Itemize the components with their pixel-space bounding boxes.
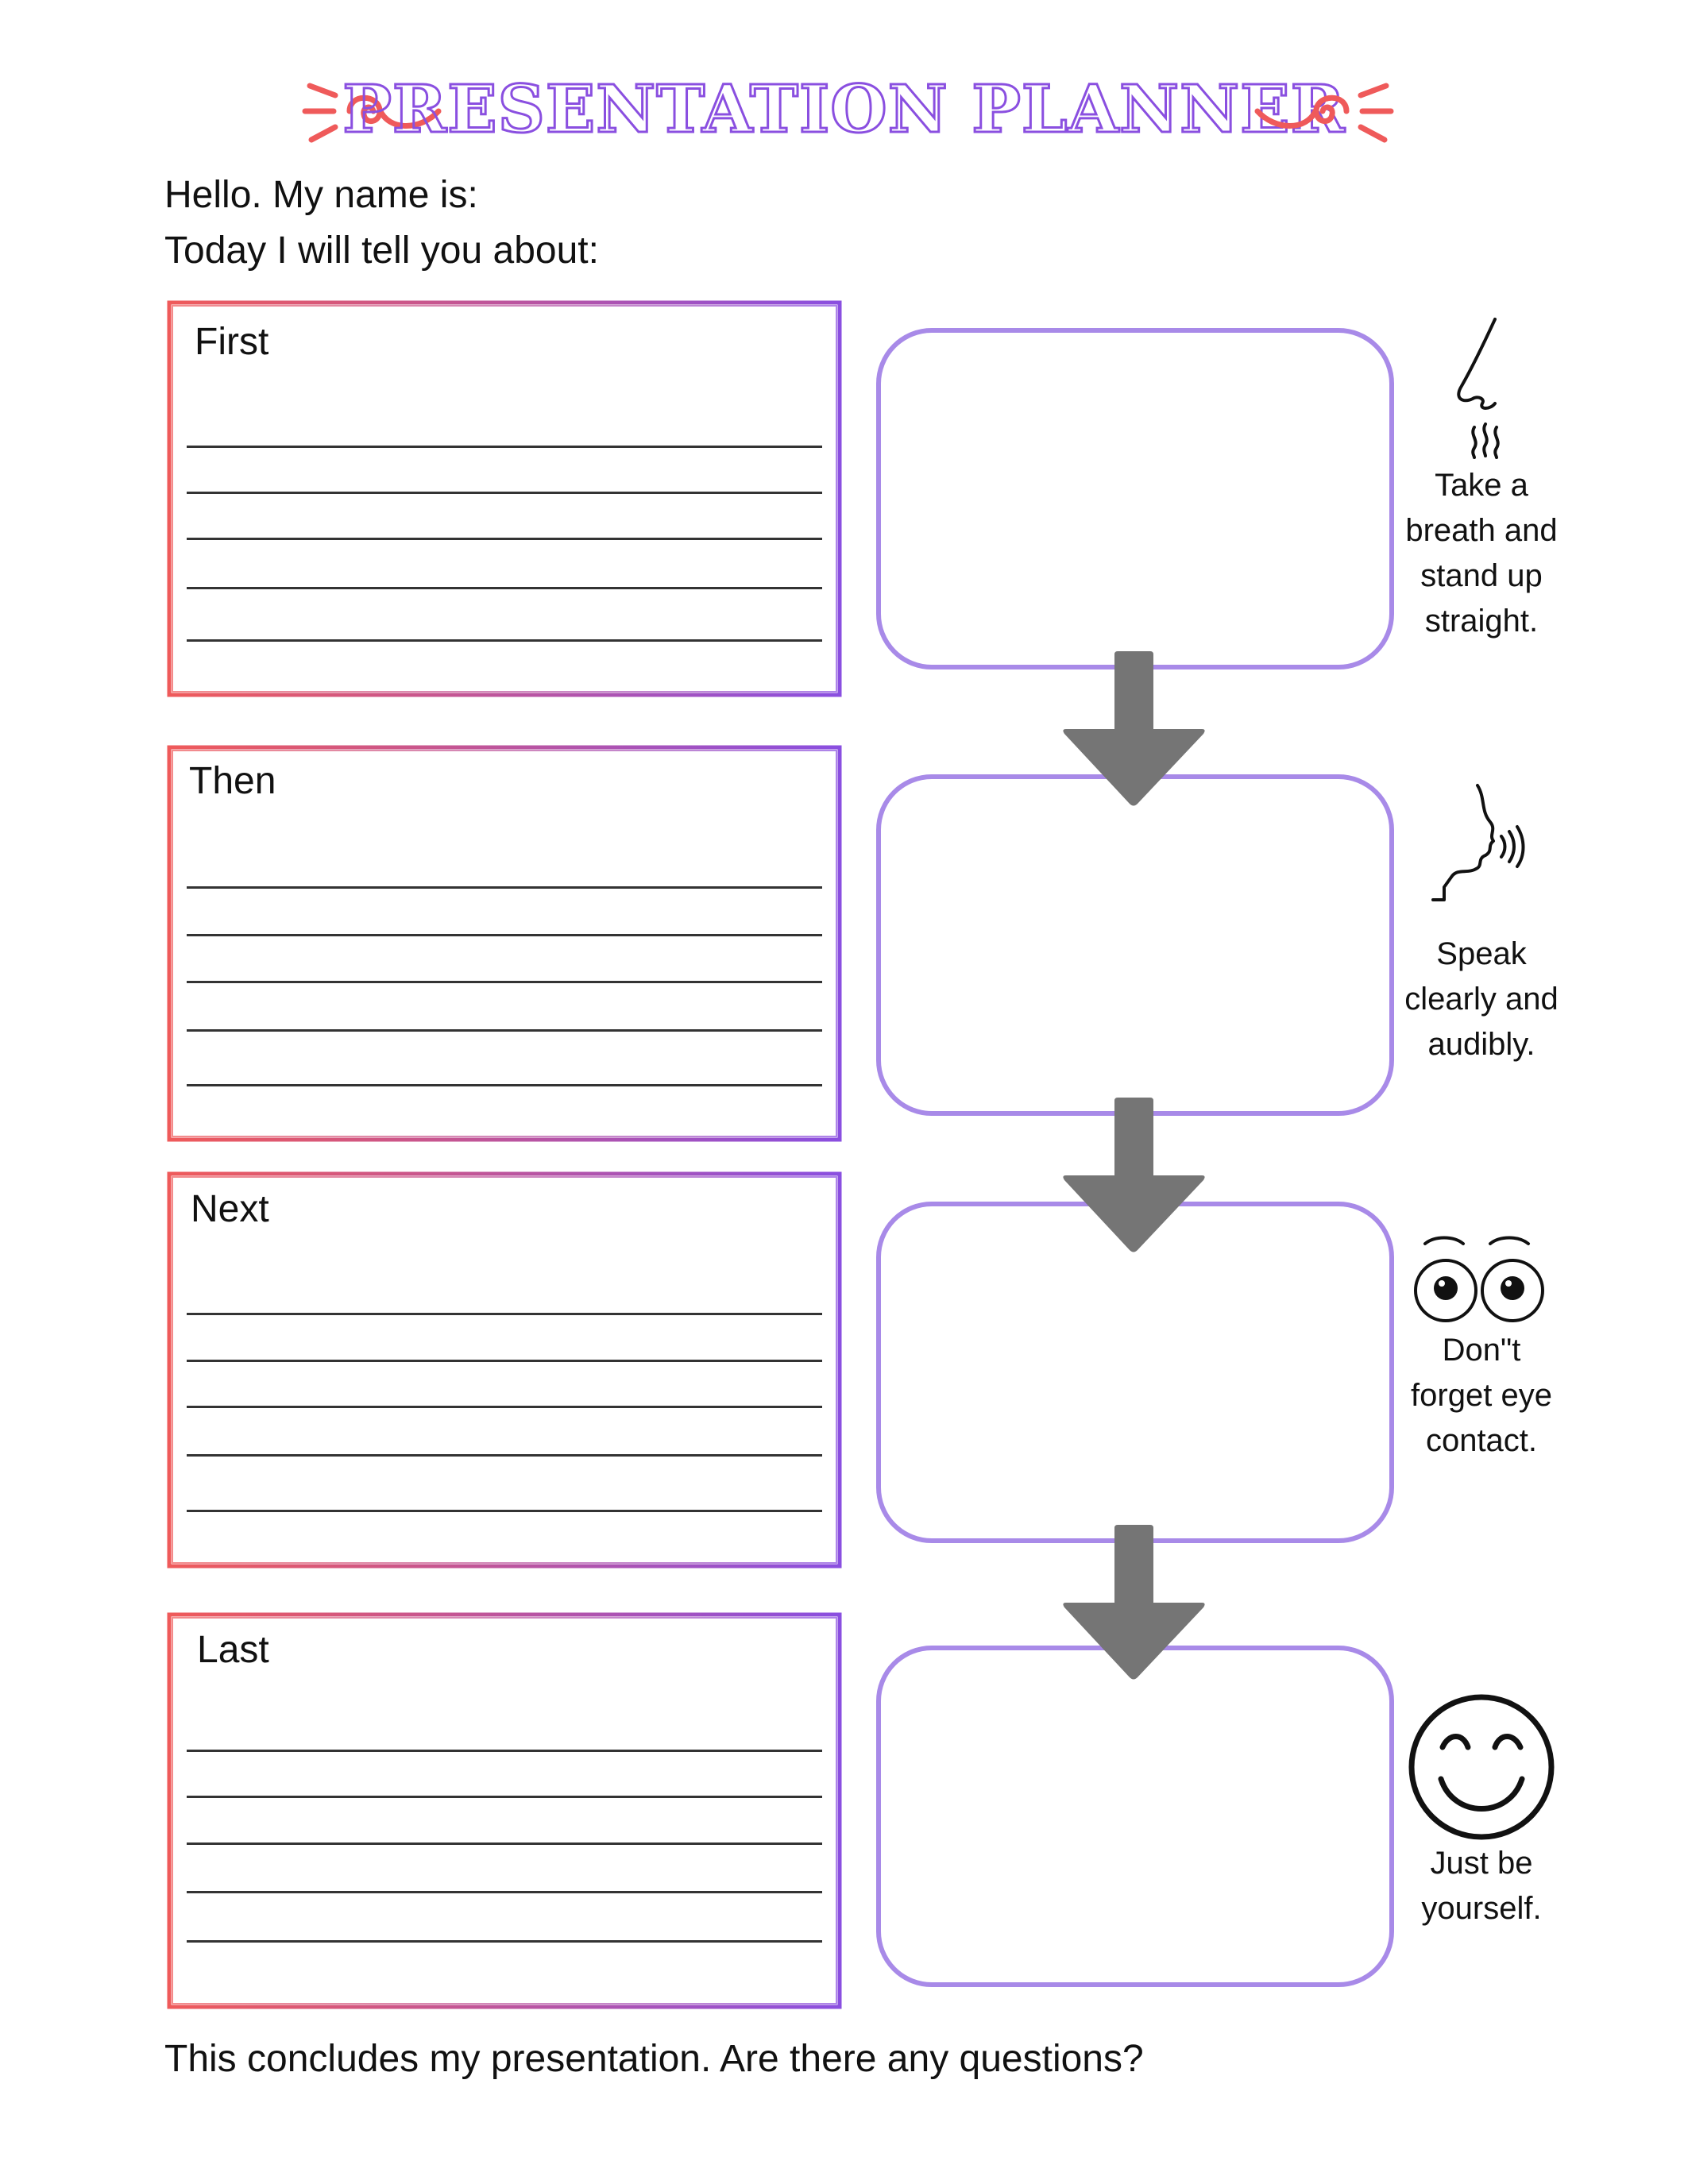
- flow-box-2[interactable]: [876, 774, 1394, 1116]
- writing-line[interactable]: [187, 1940, 822, 1943]
- writing-line[interactable]: [187, 1313, 822, 1315]
- flow-box-4[interactable]: [876, 1646, 1394, 1987]
- down-arrow-icon: [1060, 650, 1207, 808]
- right-flourish-icon: [1251, 64, 1394, 167]
- writing-line[interactable]: [187, 934, 822, 936]
- writing-line[interactable]: [187, 639, 822, 642]
- writing-line[interactable]: [187, 1796, 822, 1798]
- section-box-first: [167, 300, 842, 697]
- writing-line[interactable]: [187, 981, 822, 983]
- section-box-then: [167, 745, 842, 1142]
- tip-text-breath: Take a breath and stand up straight.: [1405, 468, 1558, 639]
- section-label-first: First: [195, 321, 269, 363]
- writing-line[interactable]: [187, 1360, 822, 1362]
- section-frame: [167, 745, 842, 1142]
- writing-line[interactable]: [187, 446, 822, 448]
- writing-line[interactable]: [187, 1843, 822, 1845]
- writing-line[interactable]: [187, 1084, 822, 1086]
- writing-line[interactable]: [187, 1029, 822, 1032]
- flow-box-1[interactable]: [876, 328, 1394, 669]
- tip-text-be-yourself: Just be yourself.: [1421, 1846, 1542, 1926]
- tip-text-speak: Speak clearly and audibly.: [1404, 936, 1559, 1062]
- writing-line[interactable]: [187, 492, 822, 494]
- topic-prompt: Today I will tell you about:: [164, 230, 599, 272]
- writing-line[interactable]: [187, 1510, 822, 1512]
- section-label-last: Last: [197, 1629, 269, 1671]
- writing-line[interactable]: [187, 1891, 822, 1893]
- conclusion-text: This concludes my presentation. Are there any questions?: [164, 2038, 1144, 2080]
- section-label-next: Next: [191, 1188, 269, 1230]
- down-arrow-icon: [1060, 1096, 1207, 1255]
- eyes-icon: [1414, 1231, 1549, 1326]
- writing-line[interactable]: [187, 538, 822, 540]
- writing-line[interactable]: [187, 1750, 822, 1752]
- nose-breath-icon: [1446, 316, 1517, 459]
- down-arrow-icon: [1060, 1523, 1207, 1682]
- section-box-next: [167, 1171, 842, 1569]
- writing-line[interactable]: [187, 886, 822, 889]
- writing-line[interactable]: [187, 1454, 822, 1457]
- section-label-then: Then: [189, 760, 276, 802]
- smiley-face-icon: [1406, 1692, 1557, 1843]
- writing-line[interactable]: [187, 1406, 822, 1408]
- page-title: PRESENTATION PLANNER: [342, 71, 1346, 148]
- speaking-face-icon: [1430, 782, 1533, 925]
- section-box-last: [167, 1612, 842, 2009]
- writing-line[interactable]: [187, 587, 822, 589]
- name-prompt: Hello. My name is:: [164, 174, 478, 216]
- tip-text-eye-contact: Don"t forget eye contact.: [1411, 1333, 1552, 1458]
